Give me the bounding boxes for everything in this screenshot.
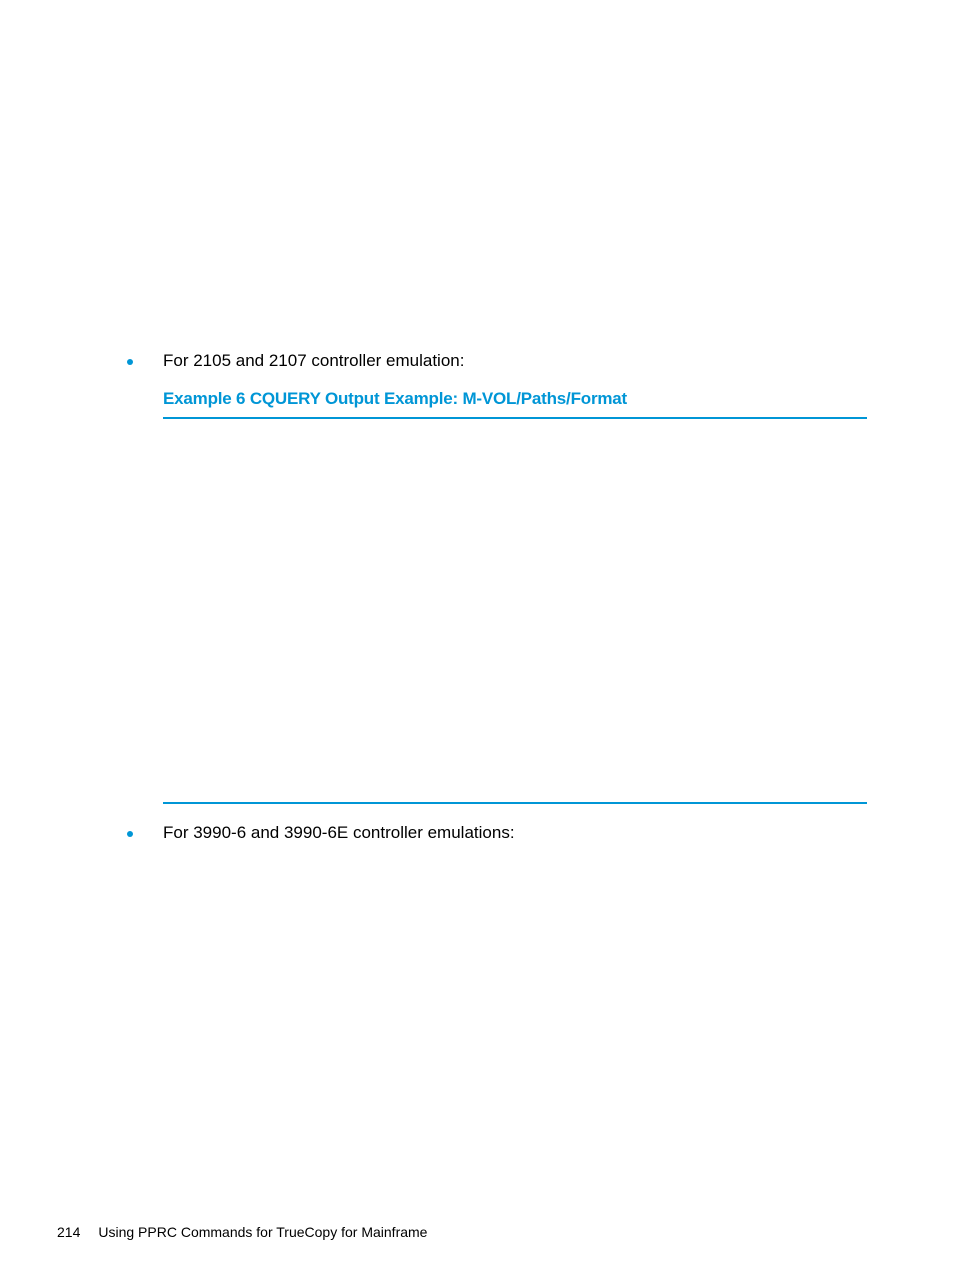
bullet-dot-icon [127,831,133,837]
example-top-rule [163,417,867,419]
bullet-item-3990 [127,823,515,843]
page-number: 214 [57,1224,81,1240]
bullet-item-2105-2107 [127,351,464,371]
bullet-dot-icon [127,359,133,365]
bullet-text: For 2105 and 2107 controller emulation: [163,351,465,370]
example-bottom-rule [163,802,867,804]
example-body [163,421,867,799]
bullet-text: For 3990-6 and 3990-6E controller emulations: [163,823,515,842]
chapter-title: Using PPRC Commands for TrueCopy for Mainframe [98,1224,428,1240]
page-footer [57,1223,427,1241]
example-title: Example 6 CQUERY Output Example: M-VOL/Paths/Format [163,389,627,408]
